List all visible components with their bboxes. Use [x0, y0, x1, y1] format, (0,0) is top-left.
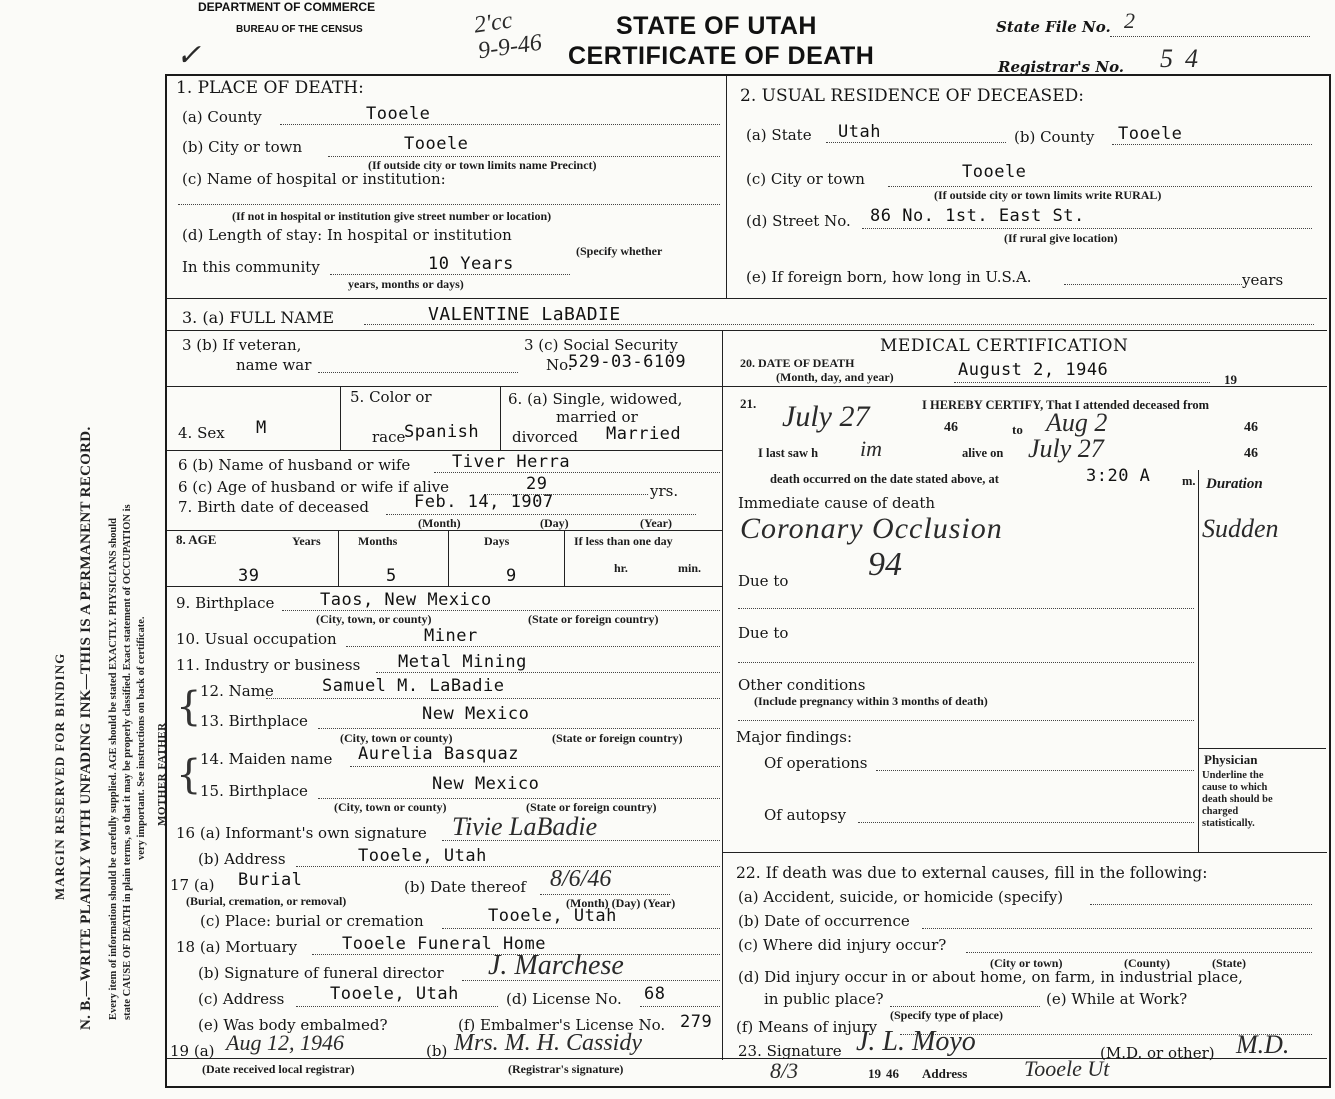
- years-label: Years: [292, 534, 321, 548]
- spouse-age-value: 29: [526, 474, 548, 494]
- death-city-value: Tooele: [404, 134, 469, 154]
- handwritten-date: 9-9-46: [476, 29, 544, 65]
- title-certificate: CERTIFICATE OF DEATH: [568, 42, 875, 70]
- immediate-cause-duration: Sudden: [1202, 514, 1279, 543]
- external-f: (f) Means of injury: [736, 1018, 878, 1036]
- external-a: (a) Accident, suicide, or homicide (specify): [738, 888, 1064, 906]
- death-date-nineteen: 19: [1224, 372, 1237, 387]
- attended-to: Aug 2: [1046, 408, 1108, 437]
- age-days-value: 9: [506, 566, 517, 586]
- state-file-label: State File No.: [996, 18, 1111, 36]
- hospital-label: (c) Name of hospital or institution:: [182, 170, 446, 188]
- external-heading: 22. If death was due to external causes, fill in the following:: [736, 864, 1208, 882]
- signed-date: 8/3: [770, 1058, 799, 1083]
- mother-state-note: (State or foreign country): [526, 800, 657, 814]
- death-city-label: (b) City or town: [182, 138, 303, 156]
- death-date-label: 20. DATE OF DEATH: [740, 356, 855, 370]
- mother-birthplace-value: New Mexico: [432, 774, 540, 794]
- external-d: (d) Did injury occur in or about home, on farm, in industrial place,: [738, 968, 1243, 986]
- community-value: 10 Years: [428, 254, 514, 274]
- margin-note-line5: very important. See instructions on back of certificate.: [136, 616, 147, 860]
- external-c: (c) Where did injury occur?: [738, 936, 947, 954]
- ss-no-label: No.: [546, 356, 573, 374]
- death-city-note: (If outside city or town limits name Precinct): [368, 158, 597, 172]
- res-county-label: (b) County: [1014, 128, 1095, 146]
- registrar-sig-note: (Registrar's signature): [508, 1062, 624, 1076]
- attended-from: July 27: [782, 400, 870, 433]
- full-name-value: VALENTINE LaBADIE: [428, 304, 621, 325]
- res-street-label: (d) Street No.: [746, 212, 851, 230]
- residence-heading: 2. USUAL RESIDENCE OF DECEASED:: [740, 86, 1084, 106]
- age-label: 8. AGE: [176, 532, 217, 547]
- md-handwritten: M.D.: [1236, 1030, 1290, 1059]
- stay-label: (d) Length of stay: In hospital or institution: [182, 226, 512, 244]
- director-sig-label: (b) Signature of funeral director: [198, 964, 444, 982]
- department-label: DEPARTMENT OF COMMERCE: [198, 0, 376, 14]
- signature-label: 23. Signature: [738, 1042, 842, 1060]
- registrar-signature: Mrs. M. H. Cassidy: [454, 1030, 643, 1056]
- birthplace-state-note: (State or foreign country): [528, 612, 659, 626]
- age-years-value: 39: [238, 566, 260, 586]
- operations-label: Of operations: [764, 754, 868, 772]
- disposition-date-note: (Month) (Day) (Year): [566, 896, 676, 910]
- bureau-label: BUREAU OF THE CENSUS: [236, 24, 363, 35]
- specify-note: (Specify whether: [576, 244, 663, 258]
- res-city-note: (If outside city or town limits write RURAL): [934, 188, 1162, 202]
- burial-place-label: (c) Place: burial or cremation: [200, 912, 424, 930]
- foreign-unit: years: [1242, 271, 1284, 289]
- major-findings-label: Major findings:: [736, 728, 853, 746]
- burial-place-value: Tooele, Utah: [488, 906, 617, 926]
- res-street-value: 86 No. 1st. East St.: [870, 206, 1085, 226]
- mortuary-address-value: Tooele, Utah: [330, 984, 459, 1004]
- due-to-value: 94: [868, 546, 902, 583]
- immediate-cause-label: Immediate cause of death: [738, 494, 936, 512]
- color-label: 5. Color or: [350, 388, 432, 406]
- certify-number: 21.: [740, 396, 757, 411]
- death-date-value: August 2, 1946: [958, 360, 1109, 380]
- state-file-value: 2: [1124, 8, 1135, 33]
- sex-value: M: [256, 418, 267, 438]
- duration-label: Duration: [1206, 476, 1263, 492]
- race-value: Spanish: [404, 422, 480, 442]
- marital-value: Married: [606, 424, 682, 444]
- birth-month-note: (Month): [418, 516, 461, 530]
- father-name-value: Samuel M. LaBadie: [322, 676, 505, 696]
- occupation-value: Miner: [424, 626, 478, 646]
- father-name-label: 12. Name: [200, 682, 274, 700]
- hours-label: hr.: [614, 561, 628, 575]
- age-months-value: 5: [386, 566, 397, 586]
- margin-note-line3: Every item of information should be carefully supplied. AGE should be stated EXACTLY. PHYSICIANS should: [108, 518, 119, 1020]
- registrar-date-value: Aug 12, 1946: [226, 1030, 344, 1055]
- marital-label-2: married or: [556, 408, 638, 426]
- disposition-value: Burial: [238, 870, 303, 890]
- father-side-label: FATHER: [156, 722, 168, 770]
- informant-address-value: Tooele, Utah: [358, 846, 487, 866]
- attended-to-label: to: [1012, 422, 1023, 437]
- immediate-cause-value: Coronary Occlusion: [740, 512, 1003, 545]
- mortuary-label: 18 (a) Mortuary: [176, 938, 298, 956]
- race-label: race: [372, 428, 406, 446]
- days-label: Days: [484, 534, 510, 548]
- license-value: 68: [644, 984, 666, 1004]
- spouse-value: Tiver Herra: [452, 452, 571, 472]
- res-state-label: (a) State: [746, 126, 812, 144]
- marital-label-1: 6. (a) Single, widowed,: [508, 390, 683, 408]
- license-label: (d) License No.: [506, 990, 622, 1008]
- veteran-label: 3 (b) If veteran,: [182, 336, 302, 354]
- embalmer-label: (f) Embalmer's License No.: [458, 1016, 666, 1034]
- birth-year-note: (Year): [640, 516, 672, 530]
- signed-nineteen: 19: [868, 1066, 881, 1081]
- less-than-day-label: If less than one day: [574, 534, 673, 548]
- minutes-label: min.: [678, 561, 702, 575]
- disposition-label: 17 (a): [170, 876, 215, 894]
- autopsy-label: Of autopsy: [764, 806, 847, 824]
- birthplace-value: Taos, New Mexico: [320, 590, 492, 610]
- last-saw-label: I last saw h: [758, 446, 819, 460]
- sex-label: 4. Sex: [178, 424, 225, 442]
- community-label: In this community: [182, 258, 320, 276]
- res-county-value: Tooele: [1118, 124, 1183, 144]
- margin-note-line1: N. B.—WRITE PLAINLY WITH UNFADING INK—THIS IS A PERMANENT RECORD.: [78, 426, 94, 1030]
- ss-label: 3 (c) Social Security: [524, 336, 678, 354]
- signed-address-value: Tooele Ut: [1024, 1056, 1110, 1081]
- alive-on-label: alive on: [962, 446, 1004, 460]
- father-state-note: (State or foreign country): [552, 731, 683, 745]
- m-label: m.: [1182, 474, 1196, 488]
- last-saw-pronoun: im: [860, 436, 882, 461]
- hospital-note: (If not in hospital or institution give street number or location): [232, 209, 552, 223]
- community-note: years, months or days): [348, 277, 464, 291]
- registrar-b-label: (b): [426, 1042, 448, 1060]
- birth-date-label: 7. Birth date of deceased: [178, 498, 369, 516]
- birth-date-value: Feb. 14, 1907: [414, 492, 554, 512]
- ss-value: 529-03-6109: [568, 352, 687, 372]
- res-city-value: Tooele: [962, 162, 1027, 182]
- certify-text: I HEREBY CERTIFY, That I attended deceased from: [922, 398, 1210, 412]
- physician-signature: J. L. Moyo: [856, 1026, 976, 1057]
- attended-to-year: 46: [1244, 420, 1258, 435]
- attended-from-year: 46: [944, 420, 958, 435]
- registrar-date-note: (Date received local registrar): [202, 1062, 355, 1076]
- war-label: name war: [236, 356, 312, 374]
- handwritten-mark: ✓: [176, 39, 202, 72]
- birth-day-note: (Day): [540, 516, 569, 530]
- other-conditions-label: Other conditions: [738, 676, 866, 694]
- months-label: Months: [358, 534, 398, 548]
- death-county-label: (a) County: [182, 108, 262, 126]
- res-street-note: (If rural give location): [1004, 231, 1118, 245]
- mother-maiden-label: 14. Maiden name: [200, 750, 333, 768]
- father-city-note: (City, town or county): [340, 731, 453, 745]
- due-to-2-label: Due to: [738, 624, 789, 642]
- registrar-value: 54: [1160, 44, 1210, 73]
- industry-label: 11. Industry or business: [176, 656, 361, 674]
- external-d2: in public place?: [764, 990, 884, 1008]
- handwritten-cc: 2'cc: [472, 7, 514, 39]
- title-state: STATE OF UTAH: [616, 12, 817, 40]
- mortuary-value: Tooele Funeral Home: [342, 934, 546, 954]
- external-b: (b) Date of occurrence: [738, 912, 910, 930]
- margin-note-line2: MARGIN RESERVED FOR BINDING: [52, 652, 67, 900]
- birthplace-city-note: (City, town, or county): [316, 612, 432, 626]
- physician-title: Physician: [1204, 752, 1258, 767]
- mortuary-address-label: (c) Address: [198, 990, 285, 1008]
- disposition-date-label: (b) Date thereof: [404, 878, 526, 896]
- embalmer-value: 279: [680, 1012, 713, 1032]
- external-specify-note: (Specify type of place): [890, 1008, 1003, 1022]
- death-time-value: 3:20 A: [1086, 466, 1151, 486]
- external-c-county: (County): [1124, 956, 1171, 970]
- external-c-state: (State): [1212, 956, 1246, 970]
- industry-value: Metal Mining: [398, 652, 527, 672]
- medical-heading: MEDICAL CERTIFICATION: [880, 336, 1129, 356]
- mother-side-label: MOTHER: [156, 772, 168, 826]
- registrar-date-label: 19 (a): [170, 1042, 215, 1060]
- res-city-label: (c) City or town: [746, 170, 865, 188]
- disposition-date-value: 8/6/46: [550, 866, 612, 892]
- place-heading: 1. PLACE OF DEATH:: [176, 78, 364, 98]
- father-birthplace-label: 13. Birthplace: [200, 712, 308, 730]
- signed-address-label: Address: [922, 1066, 968, 1081]
- disposition-note: (Burial, cremation, or removal): [186, 894, 347, 908]
- last-saw-date: July 27: [1028, 434, 1104, 463]
- foreign-label: (e) If foreign born, how long in U.S.A.: [746, 268, 1032, 286]
- informant-signature: Tivie LaBadie: [452, 812, 598, 841]
- physician-note: Underline the cause to which death should be charged statistically.: [1202, 770, 1273, 829]
- informant-address-label: (b) Address: [198, 850, 286, 868]
- other-conditions-note: (Include pregnancy within 3 months of death): [754, 694, 988, 708]
- res-state-value: Utah: [838, 122, 881, 142]
- signed-year: 46: [886, 1066, 899, 1081]
- spouse-age-label: 6 (c) Age of husband or wife if alive: [178, 478, 450, 496]
- external-c-city: (City or town): [990, 956, 1063, 970]
- spouse-age-unit: yrs.: [650, 482, 679, 500]
- death-date-note: (Month, day, and year): [776, 370, 894, 384]
- external-e: (e) While at Work?: [1046, 990, 1188, 1008]
- informant-sig-label: 16 (a) Informant's own signature: [176, 824, 427, 842]
- occupation-label: 10. Usual occupation: [176, 630, 337, 648]
- due-to-label: Due to: [738, 572, 789, 590]
- last-saw-year: 46: [1244, 446, 1258, 461]
- mother-city-note: (City, town or county): [334, 800, 447, 814]
- md-label: (M.D. or other): [1100, 1044, 1215, 1062]
- registrar-label: Registrar's No.: [998, 58, 1125, 76]
- death-county-value: Tooele: [366, 104, 431, 124]
- full-name-label: 3. (a) FULL NAME: [182, 308, 334, 327]
- spouse-label: 6 (b) Name of husband or wife: [178, 456, 411, 474]
- father-birthplace-value: New Mexico: [422, 704, 530, 724]
- mother-birthplace-label: 15. Birthplace: [200, 782, 308, 800]
- mother-maiden-value: Aurelia Basquaz: [358, 744, 520, 764]
- margin-note-line4: state CAUSE OF DEATH in plain terms, so that it may be properly classified. Exact statement of OCCUPATION is: [122, 504, 133, 1020]
- mother-father-side-label: [156, 722, 168, 826]
- birthplace-label: 9. Birthplace: [176, 594, 275, 612]
- embalmed-label: (e) Was body embalmed?: [198, 1016, 388, 1034]
- director-signature: J. Marchese: [488, 950, 624, 981]
- marital-label-3: divorced: [512, 428, 578, 446]
- occurred-label: death occurred on the date stated above, at: [770, 472, 999, 486]
